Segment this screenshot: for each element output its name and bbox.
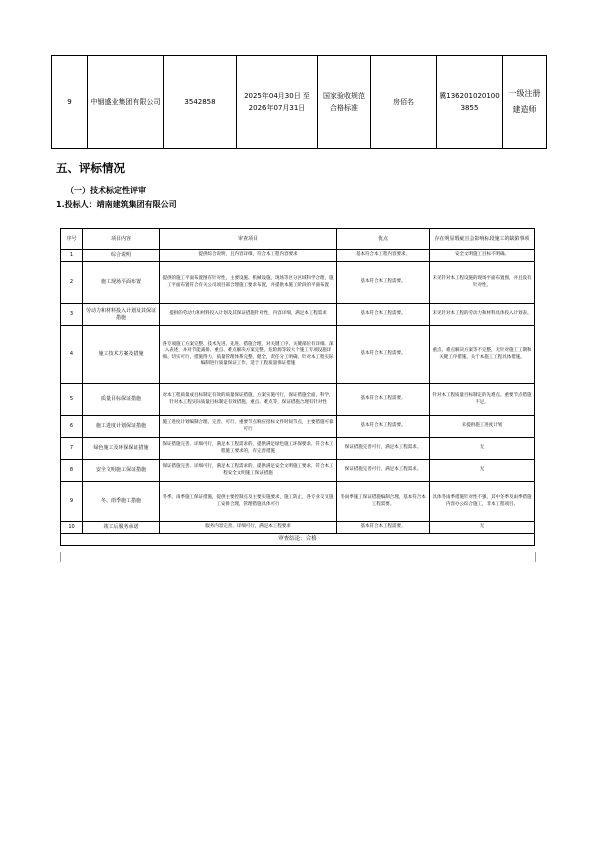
person-name: 房佰名 (371, 56, 437, 149)
row-number: 5 (61, 384, 83, 416)
table-continuation (60, 552, 536, 562)
row-item: 质量目标保证措施 (83, 384, 160, 416)
row-review: 冬季、雨季施工保证措施，提供主要控制点及主要实施要求，施工防止，各专业交叉施工安排合理，管理措施具体可行 (160, 482, 337, 522)
row-number: 4 (61, 326, 83, 384)
row-review: 提供综合说明，且内容详细，符合本工程内容要求 (160, 250, 337, 262)
review-conclusion: 审查结论：合格 (61, 534, 535, 546)
row-merit: 保证措施完善可行，满足本工程需求。 (337, 438, 430, 460)
personnel-table (51, 55, 547, 149)
row-item: 施工技术方案及措施 (83, 326, 160, 384)
table-row (61, 304, 535, 326)
row-item: 竣工后服务承诺 (83, 522, 160, 534)
row-defect: 重点、难点解决方案等不完整，无针对施工工期和关键工序措施、关于本施工工程具体措施。 (430, 326, 535, 384)
row-review: 各专项施工方案完整、技术先进、先进、措施合理，对关键工序、关键部位有详细、深入表述，并对节能减排、重点、难点解决方案完整，危险源等较大个施工专项设施详细、切实可行，措施得力，质量管理体系完整、健全，责任分工明确，针对本工程实际编制进行质量保证工作，适于工程质量保证措施 (160, 326, 337, 384)
qualification-level: 一级注册建造师 (503, 56, 547, 149)
table-row (61, 482, 535, 522)
row-item: 安全文明施工保证措施 (83, 460, 160, 482)
row-defect: 无 (430, 438, 535, 460)
row-merit: 保证措施完善可行，满足本工程需求。 (337, 460, 430, 482)
row-item: 绿色施工及环保保证措施 (83, 438, 160, 460)
acceptance-standard: 国家验收规范合格标准 (318, 56, 371, 149)
table-row (52, 56, 547, 149)
header-index: 序号 (61, 229, 83, 250)
row-defect: 未提供施工进度计划 (430, 416, 535, 438)
service-period: 2025年04月30日 至 2026年07月31日 (237, 56, 318, 149)
section-title: 五、评标情况 (56, 161, 125, 175)
row-number: 8 (61, 460, 83, 482)
bidder-line: 1.投标人：靖南建筑集团有限公司 (56, 200, 177, 209)
subsection-title: （一）技术标定性评审 (66, 186, 146, 195)
header-item: 项目内容 (83, 229, 160, 250)
table-row (61, 438, 535, 460)
header-merit: 优点 (337, 229, 430, 250)
header-defect: 存在明显瑕疵且会影响标段施工的缺陷事项 (430, 229, 535, 250)
row-review: 提供的劳动力和材料投入计划及其保证措施针对性，内容详细，满足本工程需求 (160, 304, 337, 326)
row-merit: 基本符合本工程需要。 (337, 304, 430, 326)
row-review: 保证措施完善、详细可行，满足本工程需求的，提供满足绿色施工环保要求，符合本工程施工要求的，有完善措施 (160, 438, 337, 460)
row-index: 9 (52, 56, 88, 149)
row-merit: 基本符合本工程需要。 (337, 262, 430, 304)
row-defect: 未见针对本工程设施的现场平面布置图，并且没有针对性。 (430, 262, 535, 304)
row-defect: 未见针对本工程的劳动力和材料具体投入计划表。 (430, 304, 535, 326)
row-number: 7 (61, 438, 83, 460)
company-name: 中铟盛业集团有限公司 (88, 56, 164, 149)
row-merit: 基本符合本工程内容要求。 (337, 250, 430, 262)
row-number: 1 (61, 250, 83, 262)
row-number: 10 (61, 522, 83, 534)
row-number: 3 (61, 304, 83, 326)
row-review: 对本工程质量成目标制定有效的质量保证措施，方案实施可行，保证措施全面，科学，针对本工程实际质量目标制定有效措施，重点、难点等，保证措施合理有针对性 (160, 384, 337, 416)
row-item: 施工进度计划保证措施 (83, 416, 160, 438)
row-merit: 基本符合本工程需要。 (337, 522, 430, 534)
table-row (61, 416, 535, 438)
row-defect: 无 (430, 522, 535, 534)
table-row (61, 250, 535, 262)
table-row (61, 384, 535, 416)
row-defect: 具体冬雨季措施针对性不强，其中冬季及雨季措施内容办公综合施工，非本工程项目。 (430, 482, 535, 522)
row-merit: 基本符合本工程需要。 (337, 384, 430, 416)
table-row (61, 262, 535, 304)
certificate-number: 冀1362010201003855 (437, 56, 503, 149)
conclusion-row (61, 534, 535, 546)
table-row (61, 522, 535, 534)
row-defect: 针对本工程质量目标制定的先难点、重要节点措施不足。 (430, 384, 535, 416)
row-review: 施工进度计划编制合理、完善、可行，重要节点响应招标文件时间节点，主要措施可靠可行 (160, 416, 337, 438)
row-review: 保证措施完善、详细可行，满足本工程需求的，提供满足安全文明施工要求，符合本工程安全文明施工保证措施 (160, 460, 337, 482)
table-row (61, 460, 535, 482)
row-merit: 冬雨季施工保证措施编制合理，基本符合本工程需要。 (337, 482, 430, 522)
row-item: 冬、雨季施工措施 (83, 482, 160, 522)
row-item: 施工现场平面布置 (83, 262, 160, 304)
row-number: 2 (61, 262, 83, 304)
row-merit: 基本符合本工程需要。 (337, 326, 430, 384)
header-review: 审查项目 (160, 229, 337, 250)
row-merit: 基本符合本工程需要。 (337, 416, 430, 438)
row-number: 9 (61, 482, 83, 522)
company-number: 3542858 (164, 56, 237, 149)
row-review: 提供的施工平面布置图有针对性，主要设施、机械设施、现场等区分区域科学合理，施工平面布置符合有关公司项目部合理施工要求布置，并提供本施工阶段的平面布置 (160, 262, 337, 304)
row-item: 劳动力和材料投入计划及其保证措施 (83, 304, 160, 326)
row-defect: 安全文明施工目标不明确。 (430, 250, 535, 262)
row-item: 综合说明 (83, 250, 160, 262)
row-number: 6 (61, 416, 83, 438)
row-review: 服务内容完善、详细可行，满足本工程要求 (160, 522, 337, 534)
table-row (61, 326, 535, 384)
technical-review-table (60, 228, 535, 546)
table-header-row (61, 229, 535, 250)
row-defect: 无 (430, 460, 535, 482)
